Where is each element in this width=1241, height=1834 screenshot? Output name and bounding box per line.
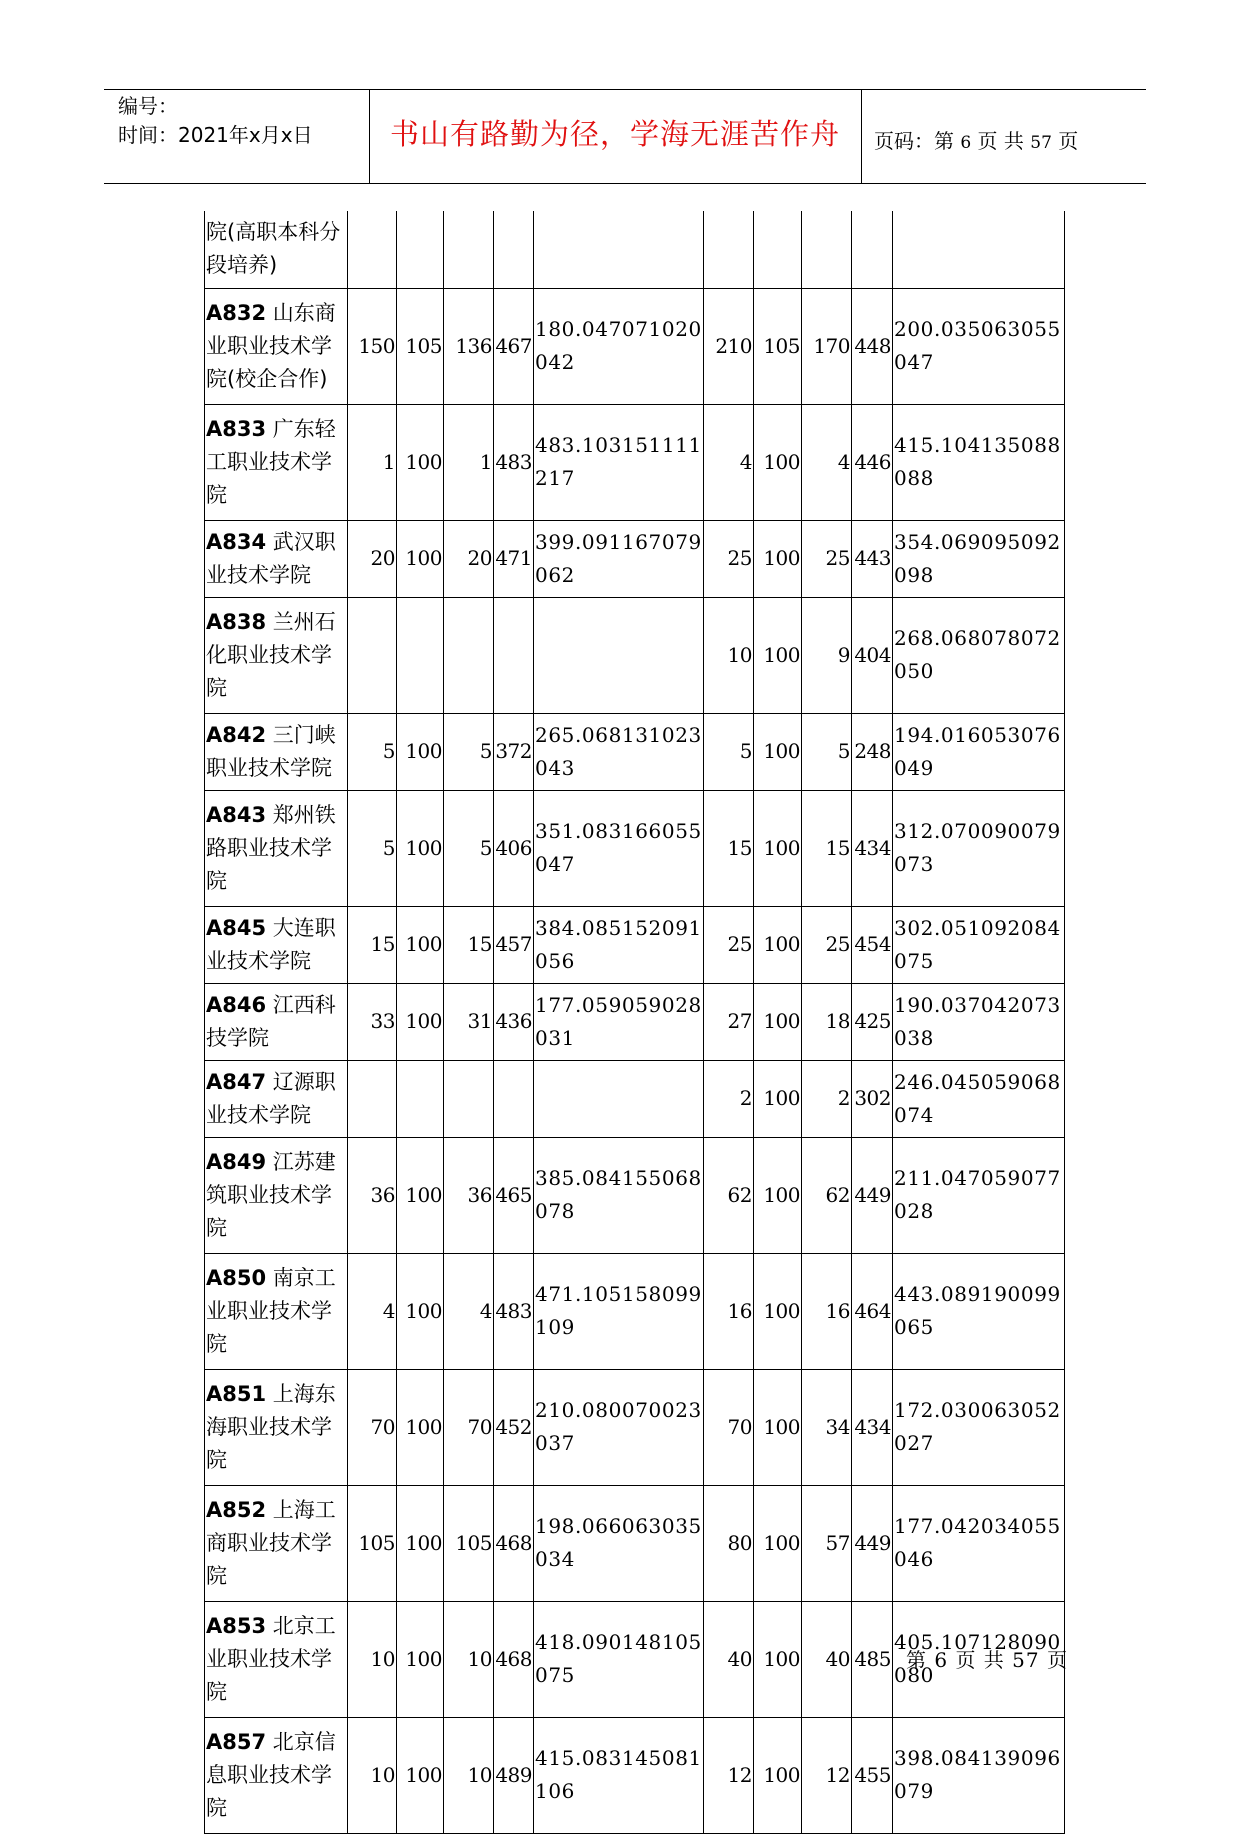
value-cell: 483 <box>494 404 534 520</box>
value-cell: 9 <box>802 597 852 713</box>
value-cell: 70 <box>444 1369 494 1485</box>
value-cell <box>444 1060 494 1137</box>
value-cell: 1 <box>444 404 494 520</box>
value-cell: 105 <box>348 1485 397 1601</box>
value-cell: 12 <box>802 1717 852 1833</box>
score-detail-cell <box>893 211 1065 288</box>
score-detail-cell <box>534 1060 704 1137</box>
institution-name: 江苏建筑职业技术学院 <box>206 1149 336 1240</box>
value-cell: 434 <box>852 790 893 906</box>
value-cell: 100 <box>397 404 444 520</box>
value-cell: 10 <box>704 597 754 713</box>
score-detail-cell: 180.047071020042 <box>534 288 704 404</box>
value-cell <box>494 211 534 288</box>
value-cell: 100 <box>397 1137 444 1253</box>
value-cell: 18 <box>802 983 852 1060</box>
value-cell: 100 <box>397 790 444 906</box>
score-detail-cell: 405.107128090080 <box>893 1601 1065 1717</box>
value-cell: 100 <box>754 1485 802 1601</box>
score-detail-cell: 172.030063052027 <box>893 1369 1065 1485</box>
institution-cell <box>205 1369 348 1485</box>
value-cell: 100 <box>754 790 802 906</box>
value-cell: 449 <box>852 1485 893 1601</box>
page-total: 57 <box>1030 133 1052 153</box>
value-cell: 100 <box>397 1253 444 1369</box>
value-cell: 5 <box>444 713 494 790</box>
value-cell: 100 <box>754 1601 802 1717</box>
value-cell: 100 <box>397 520 444 597</box>
table-row <box>205 1137 1065 1253</box>
table-body <box>205 211 1065 1833</box>
value-cell <box>348 597 397 713</box>
score-detail-cell: 351.083166055047 <box>534 790 704 906</box>
value-cell: 468 <box>494 1601 534 1717</box>
value-cell <box>494 597 534 713</box>
institution-name: 大连职业技术学院 <box>206 915 336 973</box>
table-row <box>205 790 1065 906</box>
value-cell <box>397 1060 444 1137</box>
value-cell: 485 <box>852 1601 893 1717</box>
value-cell: 70 <box>348 1369 397 1485</box>
score-detail-cell: 398.084139096079 <box>893 1717 1065 1833</box>
table-row <box>205 1253 1065 1369</box>
serial-label: 编号： <box>118 94 178 118</box>
score-detail-cell: 312.070090079073 <box>893 790 1065 906</box>
value-cell: 248 <box>852 713 893 790</box>
value-cell: 25 <box>802 520 852 597</box>
table-row <box>205 597 1065 713</box>
institution-name: 上海东海职业技术学院 <box>206 1381 336 1472</box>
value-cell: 16 <box>802 1253 852 1369</box>
value-cell <box>852 211 893 288</box>
value-cell: 16 <box>704 1253 754 1369</box>
institution-cell <box>205 1253 348 1369</box>
value-cell: 100 <box>397 1485 444 1601</box>
value-cell: 468 <box>494 1485 534 1601</box>
value-cell: 15 <box>348 906 397 983</box>
institution-cell <box>205 520 348 597</box>
institution-code: A847 <box>206 1069 267 1094</box>
value-cell: 434 <box>852 1369 893 1485</box>
value-cell: 170 <box>802 288 852 404</box>
value-cell: 4 <box>444 1253 494 1369</box>
value-cell: 100 <box>397 1717 444 1833</box>
institution-name: 院(高职本科分段培养) <box>206 220 341 278</box>
table-row <box>205 211 1065 288</box>
institution-cell <box>205 288 348 404</box>
value-cell: 31 <box>444 983 494 1060</box>
value-cell: 100 <box>754 1137 802 1253</box>
institution-cell <box>205 404 348 520</box>
score-detail-cell: 471.105158099109 <box>534 1253 704 1369</box>
value-cell <box>494 1060 534 1137</box>
value-cell: 100 <box>397 906 444 983</box>
value-cell: 457 <box>494 906 534 983</box>
institution-code: A846 <box>206 992 267 1017</box>
value-cell: 455 <box>852 1717 893 1833</box>
value-cell: 33 <box>348 983 397 1060</box>
institution-cell <box>205 713 348 790</box>
value-cell <box>348 211 397 288</box>
value-cell: 100 <box>754 1717 802 1833</box>
value-cell <box>802 211 852 288</box>
institution-cell <box>205 790 348 906</box>
value-cell: 100 <box>754 983 802 1060</box>
value-cell: 100 <box>397 983 444 1060</box>
value-cell <box>348 1060 397 1137</box>
admission-table <box>204 211 1065 1834</box>
value-cell: 100 <box>754 520 802 597</box>
value-cell <box>397 597 444 713</box>
score-detail-cell: 443.089190099065 <box>893 1253 1065 1369</box>
table-row <box>205 1485 1065 1601</box>
value-cell: 70 <box>704 1369 754 1485</box>
value-cell: 436 <box>494 983 534 1060</box>
value-cell: 100 <box>754 1060 802 1137</box>
page-mid: 页 共 <box>977 129 1024 153</box>
value-cell <box>444 597 494 713</box>
value-cell: 100 <box>754 906 802 983</box>
institution-name: 辽源职业技术学院 <box>206 1069 336 1127</box>
score-detail-cell <box>534 211 704 288</box>
institution-name: 广东轻工职业技术学院 <box>206 416 336 507</box>
value-cell: 489 <box>494 1717 534 1833</box>
institution-code: A850 <box>206 1265 267 1290</box>
value-cell: 40 <box>802 1601 852 1717</box>
value-cell: 448 <box>852 288 893 404</box>
value-cell: 210 <box>704 288 754 404</box>
table-row <box>205 1369 1065 1485</box>
header-top-rule <box>104 89 1146 90</box>
value-cell: 105 <box>754 288 802 404</box>
value-cell: 25 <box>704 520 754 597</box>
value-cell: 80 <box>704 1485 754 1601</box>
score-detail-cell: 177.042034055046 <box>893 1485 1065 1601</box>
institution-cell <box>205 1485 348 1601</box>
value-cell: 5 <box>802 713 852 790</box>
header-meta <box>118 92 313 150</box>
value-cell <box>754 211 802 288</box>
value-cell: 150 <box>348 288 397 404</box>
score-detail-cell: 399.091167079062 <box>534 520 704 597</box>
value-cell <box>444 211 494 288</box>
value-cell: 100 <box>754 1253 802 1369</box>
score-detail-cell: 198.066063035034 <box>534 1485 704 1601</box>
value-cell: 34 <box>802 1369 852 1485</box>
footer-page-number: 第 6 页 共 57 页 <box>906 1648 1068 1672</box>
institution-name: 兰州石化职业技术学院 <box>206 609 336 700</box>
value-cell: 443 <box>852 520 893 597</box>
value-cell: 5 <box>444 790 494 906</box>
score-detail-cell: 415.104135088088 <box>893 404 1065 520</box>
institution-code: A834 <box>206 529 267 554</box>
score-detail-cell: 385.084155068078 <box>534 1137 704 1253</box>
score-detail-cell: 418.090148105075 <box>534 1601 704 1717</box>
value-cell: 452 <box>494 1369 534 1485</box>
value-cell <box>704 211 754 288</box>
institution-code: A842 <box>206 722 267 747</box>
institution-code: A851 <box>206 1381 267 1406</box>
value-cell: 20 <box>444 520 494 597</box>
institution-name: 北京信息职业技术学院 <box>206 1729 336 1820</box>
institution-name: 上海工商职业技术学院 <box>206 1497 336 1588</box>
institution-name: 山东商业职业技术学院(校企合作) <box>206 300 336 391</box>
value-cell: 5 <box>348 790 397 906</box>
institution-code: A838 <box>206 609 267 634</box>
value-cell: 404 <box>852 597 893 713</box>
value-cell: 15 <box>444 906 494 983</box>
value-cell <box>397 211 444 288</box>
institution-cell <box>205 906 348 983</box>
value-cell: 449 <box>852 1137 893 1253</box>
value-cell: 105 <box>397 288 444 404</box>
table-row <box>205 713 1065 790</box>
institution-cell <box>205 1601 348 1717</box>
header-divider <box>369 89 370 183</box>
value-cell: 100 <box>754 713 802 790</box>
value-cell: 5 <box>348 713 397 790</box>
institution-name: 郑州铁路职业技术学院 <box>206 802 336 893</box>
value-cell: 100 <box>397 1369 444 1485</box>
value-cell: 12 <box>704 1717 754 1833</box>
value-cell: 471 <box>494 520 534 597</box>
value-cell: 4 <box>802 404 852 520</box>
value-cell: 1 <box>348 404 397 520</box>
institution-cell <box>205 1137 348 1253</box>
value-cell: 25 <box>704 906 754 983</box>
value-cell: 10 <box>348 1717 397 1833</box>
score-detail-cell: 268.068078072050 <box>893 597 1065 713</box>
institution-name: 南京工业职业技术学院 <box>206 1265 336 1356</box>
value-cell: 302 <box>852 1060 893 1137</box>
score-detail-cell: 190.037042073038 <box>893 983 1065 1060</box>
value-cell: 425 <box>852 983 893 1060</box>
institution-name: 北京工业职业技术学院 <box>206 1613 336 1704</box>
institution-code: A852 <box>206 1497 267 1522</box>
value-cell: 454 <box>852 906 893 983</box>
value-cell: 105 <box>444 1485 494 1601</box>
value-cell: 406 <box>494 790 534 906</box>
value-cell: 4 <box>348 1253 397 1369</box>
value-cell: 20 <box>348 520 397 597</box>
score-detail-cell: 211.047059077028 <box>893 1137 1065 1253</box>
institution-name: 江西科技学院 <box>206 992 336 1050</box>
table-row <box>205 288 1065 404</box>
header-bottom-rule <box>104 183 1146 184</box>
institution-code: A833 <box>206 416 267 441</box>
institution-cell <box>205 983 348 1060</box>
institution-name: 三门峡职业技术学院 <box>206 722 336 780</box>
page-suffix: 页 <box>1058 129 1079 153</box>
score-detail-cell: 354.069095092098 <box>893 520 1065 597</box>
value-cell: 10 <box>348 1601 397 1717</box>
header-motto: 书山有路勤为径，学海无涯苦作舟 <box>389 117 840 151</box>
value-cell: 57 <box>802 1485 852 1601</box>
table-row <box>205 1060 1065 1137</box>
score-detail-cell: 246.045059068074 <box>893 1060 1065 1137</box>
score-detail-cell: 177.059059028031 <box>534 983 704 1060</box>
score-detail-cell: 265.068131023043 <box>534 713 704 790</box>
institution-code: A845 <box>206 915 267 940</box>
table-row <box>205 906 1065 983</box>
value-cell: 100 <box>397 1601 444 1717</box>
score-detail-cell: 302.051092084075 <box>893 906 1065 983</box>
institution-code: A843 <box>206 802 267 827</box>
institution-code: A849 <box>206 1149 267 1174</box>
score-detail-cell: 415.083145081106 <box>534 1717 704 1833</box>
value-cell: 4 <box>704 404 754 520</box>
value-cell: 10 <box>444 1717 494 1833</box>
value-cell: 136 <box>444 288 494 404</box>
table-row <box>205 520 1065 597</box>
value-cell: 372 <box>494 713 534 790</box>
institution-cell <box>205 1717 348 1833</box>
score-detail-cell: 210.080070023037 <box>534 1369 704 1485</box>
value-cell: 25 <box>802 906 852 983</box>
value-cell: 2 <box>802 1060 852 1137</box>
value-cell: 62 <box>802 1137 852 1253</box>
institution-cell <box>205 597 348 713</box>
header-page-number <box>874 125 1078 154</box>
value-cell: 15 <box>704 790 754 906</box>
score-detail-cell: 200.035063055047 <box>893 288 1065 404</box>
value-cell: 40 <box>704 1601 754 1717</box>
value-cell: 27 <box>704 983 754 1060</box>
institution-cell <box>205 211 348 288</box>
table-row <box>205 983 1065 1060</box>
value-cell: 100 <box>754 1369 802 1485</box>
value-cell: 100 <box>397 713 444 790</box>
institution-cell <box>205 1060 348 1137</box>
institution-code: A857 <box>206 1729 267 1754</box>
value-cell: 62 <box>704 1137 754 1253</box>
institution-code: A832 <box>206 300 267 325</box>
score-detail-cell <box>534 597 704 713</box>
header-divider <box>861 89 862 183</box>
value-cell: 36 <box>444 1137 494 1253</box>
value-cell: 100 <box>754 597 802 713</box>
value-cell: 2 <box>704 1060 754 1137</box>
table-row <box>205 404 1065 520</box>
value-cell: 100 <box>754 404 802 520</box>
value-cell: 464 <box>852 1253 893 1369</box>
score-detail-cell: 384.085152091056 <box>534 906 704 983</box>
score-detail-cell: 483.103151111217 <box>534 404 704 520</box>
time-label: 时间：2021年x月x日 <box>118 123 313 147</box>
institution-code: A853 <box>206 1613 267 1638</box>
value-cell: 467 <box>494 288 534 404</box>
value-cell: 15 <box>802 790 852 906</box>
value-cell: 446 <box>852 404 893 520</box>
page-prefix: 页码：第 <box>874 129 954 153</box>
score-detail-cell: 194.016053076049 <box>893 713 1065 790</box>
page-current: 6 <box>960 133 972 153</box>
value-cell: 483 <box>494 1253 534 1369</box>
value-cell: 5 <box>704 713 754 790</box>
institution-name: 武汉职业技术学院 <box>206 529 336 587</box>
value-cell: 10 <box>444 1601 494 1717</box>
table-row <box>205 1717 1065 1833</box>
value-cell: 465 <box>494 1137 534 1253</box>
value-cell: 36 <box>348 1137 397 1253</box>
